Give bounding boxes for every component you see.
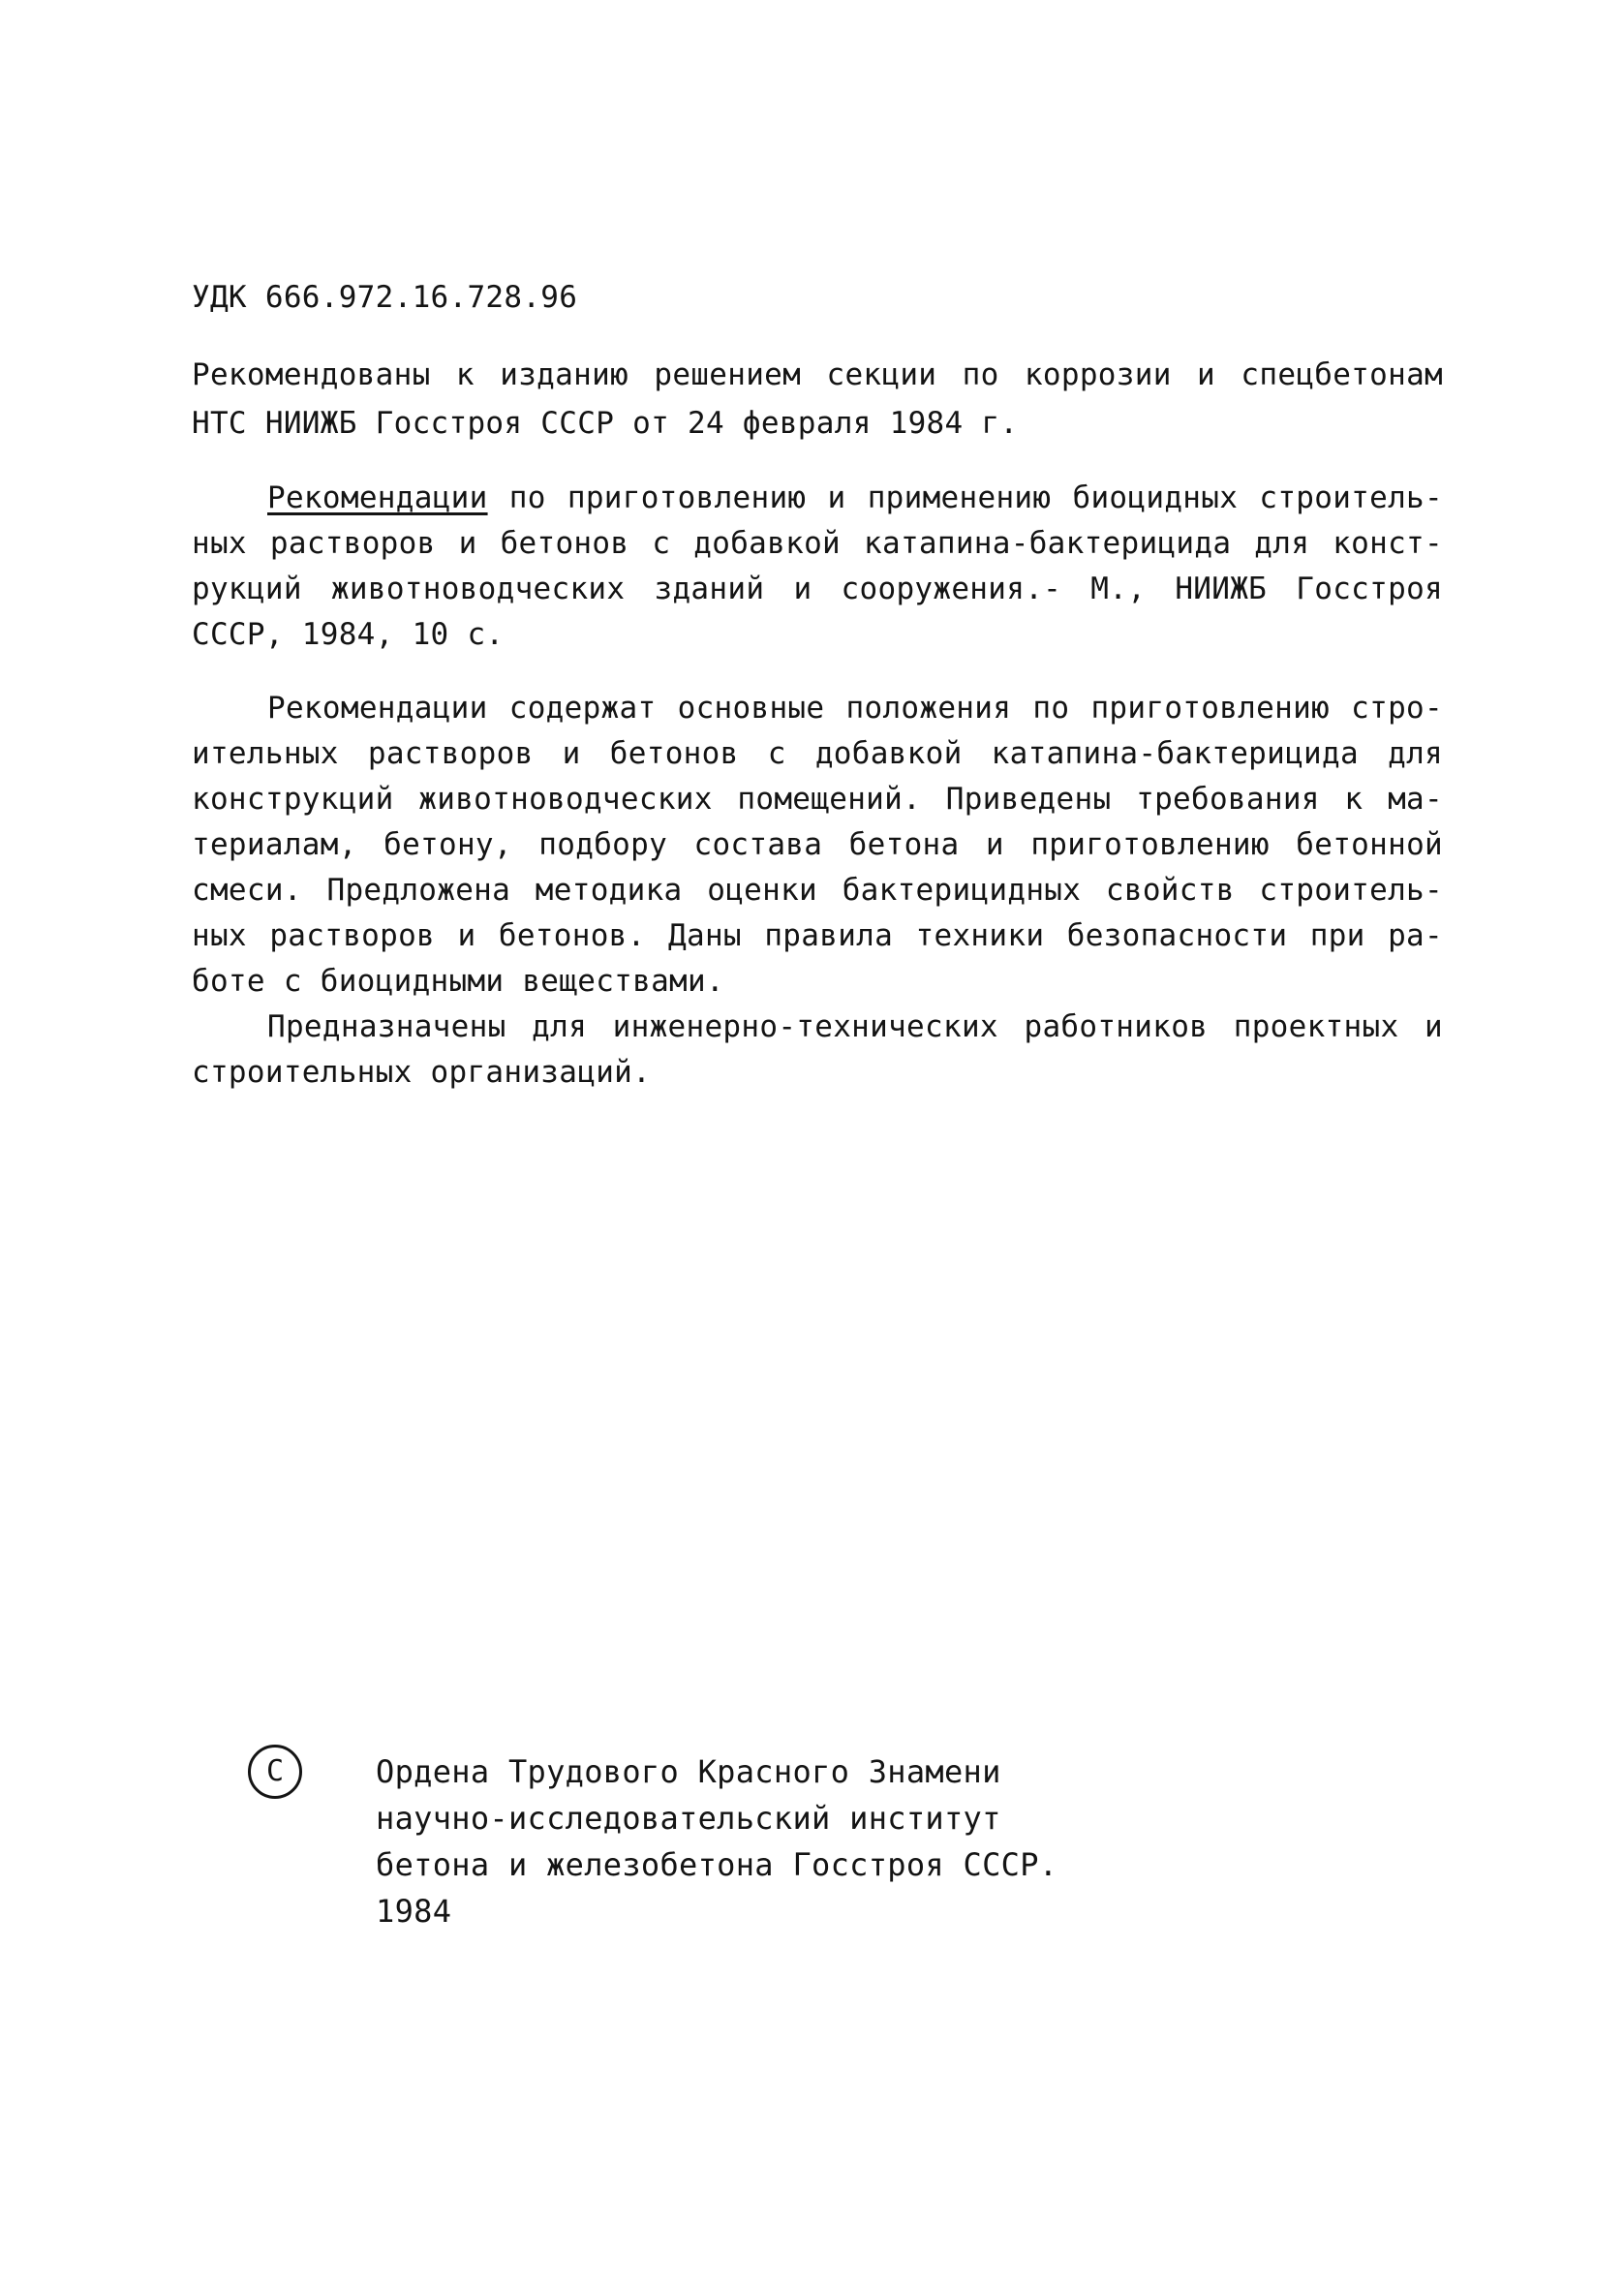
bibliographic-line-2: ных растворов и бетонов с добавкой катапина-бактерицида для конст- (192, 526, 1443, 561)
abstract-line-7: боте с биоцидными веществами. (192, 964, 724, 999)
purpose-line-1 (192, 1005, 1443, 1049)
abstract-line-4: териалам, бетону, подбору состава бетона и приготовлению бетонной (192, 827, 1443, 862)
abstract-line-5: смеси. Предложена методика оценки бактерицидных свойств строитель- (192, 873, 1443, 908)
publisher-line-2: научно-исследовательский институт (376, 1800, 1001, 1837)
abstract-line-2: ительных растворов и бетонов с добавкой катапина-бактерицида для (192, 736, 1443, 771)
publication-year: 1984 (376, 1893, 452, 1930)
bibliographic-line-3: рукций животноводческих зданий и сооружения.- М., НИИЖБ Госстроя (192, 572, 1443, 606)
recommendation-line-2: НТС НИИЖБ Госстроя СССР от 24 февраля 1984 г. (192, 406, 1019, 441)
bibliographic-line-1 (192, 476, 1443, 520)
purpose-line-2: строительных организаций. (192, 1055, 652, 1090)
bibliographic-line-1-rest: по приготовлению и применению биоцидных строитель- (487, 480, 1443, 515)
copyright-icon: C (248, 1745, 302, 1799)
recommendation-line-1: Рекомендованы к изданию решением секции по коррозии и спецбетонам (192, 357, 1443, 392)
udk-code: УДК 666.972.16.728.96 (192, 280, 578, 315)
abstract-line-6: ных растворов и бетонов. Даны правила техники безопасности при ра- (192, 918, 1443, 953)
publisher-line-3: бетона и железобетона Госстроя СССР. (376, 1846, 1058, 1883)
abstract-line-1 (192, 686, 1443, 730)
publisher-line-1: Ордена Трудового Красного Знамени (376, 1753, 1001, 1790)
bibliographic-title-word: Рекомендации (267, 480, 488, 515)
abstract-line-3: конструкций животноводческих помещений. Приведены требования к ма- (192, 782, 1443, 817)
purpose-line-1-text: Предназначены для инженерно-технических работников проектных и (267, 1009, 1443, 1044)
abstract-line-1-text: Рекомендации содержат основные положения по приготовлению стро- (267, 691, 1443, 726)
bibliographic-line-4: СССР, 1984, 10 с. (192, 617, 505, 652)
